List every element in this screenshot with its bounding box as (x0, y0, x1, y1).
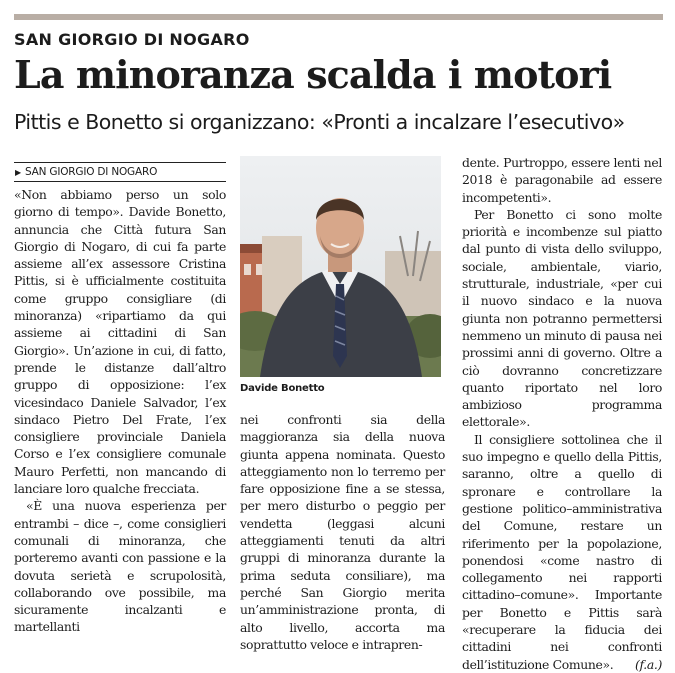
dateline (14, 162, 226, 182)
headline: La minoranza scalda i motori (14, 52, 612, 97)
top-rule (14, 14, 663, 20)
paragraph: Per Bonetto ci sono molte priorità e incombenze sul piatto dal punto di vista dello sviluppo, sociale, ambientale, viario, strutturale, industriale, «per cui il nuovo sindaco e la nuova giunta non potranno permettersi nemmeno un minuto di pausa nei prossimi anni di governo. Oltre a ciò dovranno concretizzare quanto riportato nel loro ambizioso programma elettorale». (462, 206, 662, 430)
column-3 (462, 154, 662, 673)
paragraph (462, 431, 662, 673)
portrait-photo (240, 156, 441, 377)
photo-caption: Davide Bonetto (240, 383, 325, 394)
column-1 (14, 186, 226, 636)
photo-image (240, 156, 441, 377)
column-2 (240, 411, 445, 653)
paragraph: «È una nuova esperienza per entrambi – dice –, come consiglieri comunali di minoranza, che porteremo avanti con passione e la dovuta serietà e scrupolosità, collaborando ove possibile, ma sicuramente incalzanti e martellanti (14, 498, 226, 635)
paragraph: «Non abbiamo perso un solo giorno di tempo». Davide Bonetto, annuncia che Città futura San Giorgio di Nogaro, di cui fa parte assieme all’ex assessore Cristina Pittis, si è ufficialmente costituita come gruppo consigliare (di minoranza) «ripartiamo da qui assieme ai cittadini di San Giorgio». Un’azione in cui, di fatto, prende le distanze dall’altro gruppo di opposizione: l’ex vicesindaco Daniele Salvador, l’ex sindaco Pietro Del Frate, l’ex consigliere provinciale Daniela Corso e l’ex consigliere comunale Mauro Perfetti, non mancando di lanciare loro qualche frecciata. (14, 187, 226, 497)
section-kicker: SAN GIORGIO DI NOGARO (14, 30, 250, 49)
author-signature: (f.a.) (635, 656, 662, 672)
paragraph: dente. Purtroppo, essere lenti nel 2018 è paragonabile ad essere incompetenti». (462, 155, 662, 205)
subheadline: Pittis e Bonetto si organizzano: «Pronti a incalzare l’esecutivo» (14, 110, 625, 134)
paragraph-text: Il consigliere sottolinea che il suo impegno e quello della Pittis, saranno, oltre a quello di spronare e controllare la gestione politico–amministrativa del Comune, restare un riferimento per la popolazione, ponendosi «come nastro di collegamento nei rapporti cittadino–comune». Importante per Bonetto e Pittis sarà «recuperare la fiducia dei cittadini nei confronti dell’istituzione Comune». (462, 431, 662, 672)
dateline-text: SAN GIORGIO DI NOGARO (24, 166, 158, 178)
triangle-icon: ▶ (15, 168, 21, 177)
paragraph: nei confronti sia della maggioranza sia della nuova giunta appena nominata. Questo atteggiamento non lo terremo per fare opposizione fine a se stessa, per mero disturbo o peggio per vendetta (leggasi alcuni atteggiamenti tenuti da altri gruppi di minoranza durante la prima seduta consiliare), ma perché San Giorgio merita un’amministrazione pronta, di alto livello, accorta ma soprattutto veloce e intrapren- (240, 412, 445, 652)
